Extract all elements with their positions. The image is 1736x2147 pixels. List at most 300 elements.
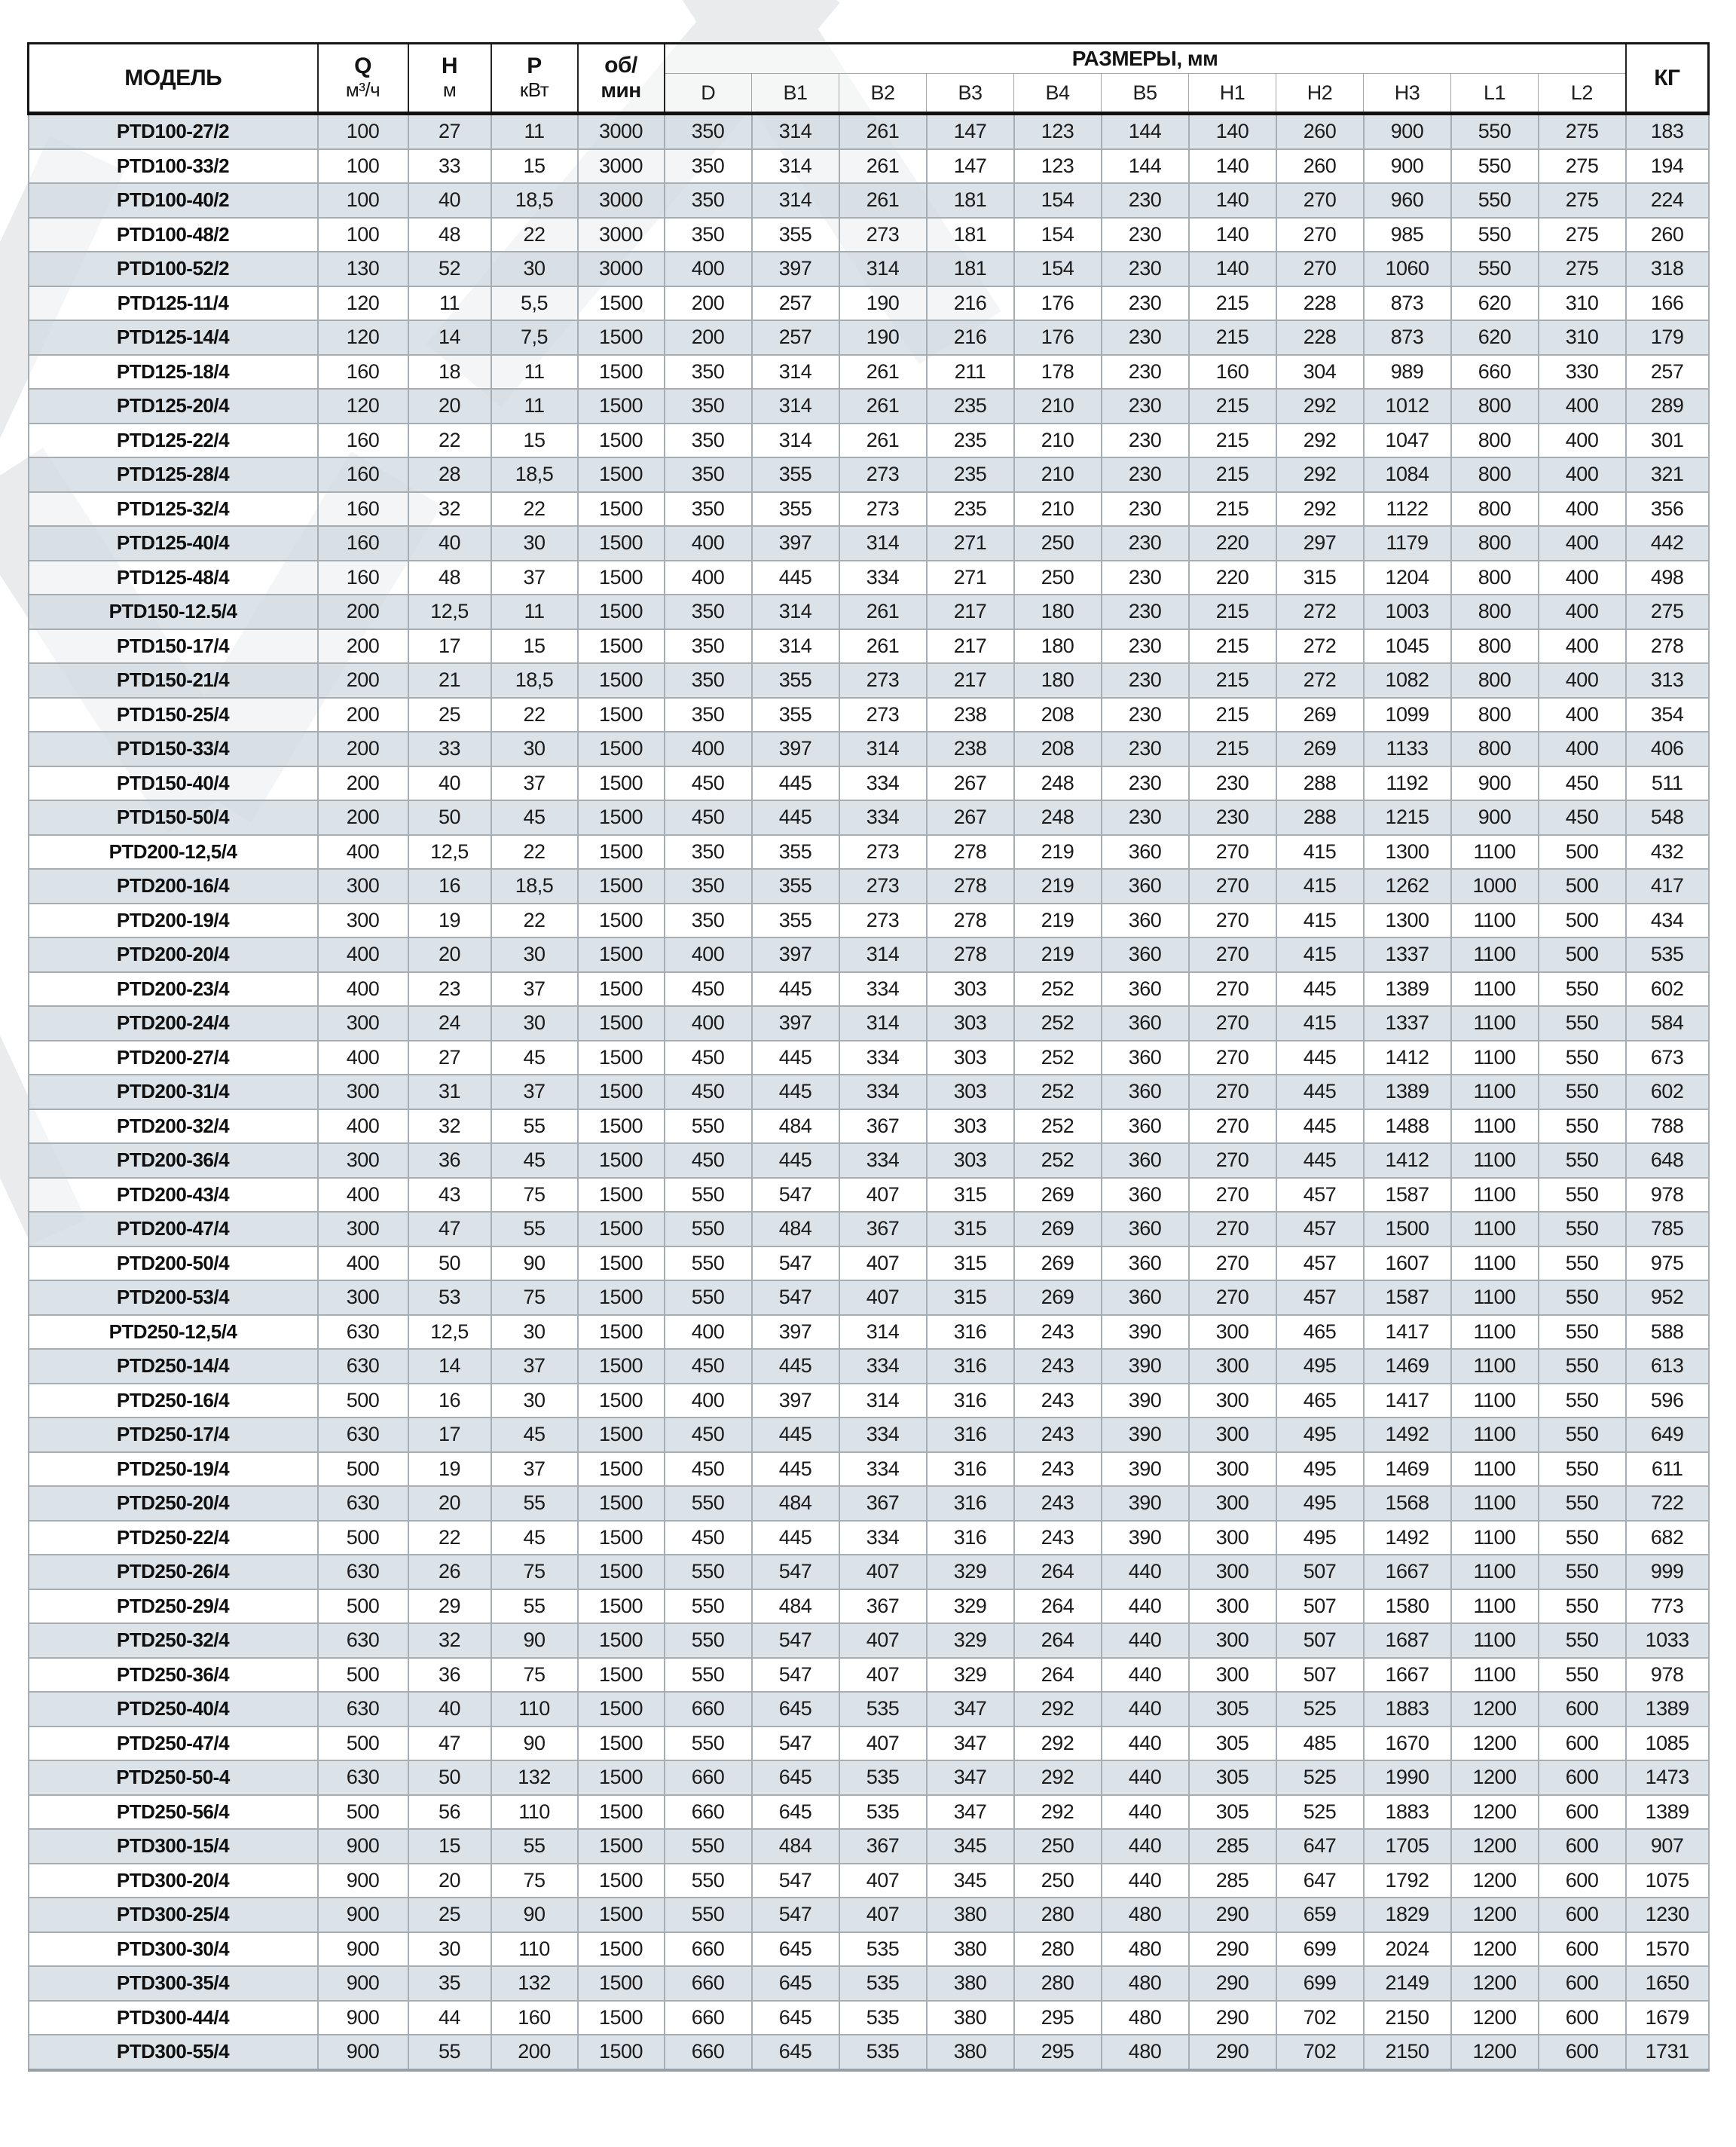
table-row	[29, 1795, 1709, 1830]
value-cell: 355	[752, 457, 839, 492]
value-cell: 273	[839, 698, 927, 732]
value-cell: 445	[752, 1418, 839, 1452]
value-cell: 160	[318, 424, 408, 458]
value-cell: 147	[927, 114, 1014, 149]
value-cell: 216	[927, 320, 1014, 355]
value-cell: 275	[1539, 114, 1626, 149]
value-cell: 47	[408, 1212, 491, 1246]
value-cell: 120	[318, 389, 408, 424]
value-cell: 1000	[1451, 869, 1539, 904]
value-cell: 1670	[1364, 1726, 1451, 1761]
col-header-rpm	[578, 44, 665, 114]
model-cell: PTD300-20/4	[29, 1864, 318, 1898]
value-cell: 314	[752, 149, 839, 184]
value-cell: 1100	[1451, 904, 1539, 938]
value-cell: 235	[927, 457, 1014, 492]
value-cell: 550	[665, 1658, 752, 1693]
value-cell: 550	[1539, 1212, 1626, 1246]
value-cell: 21	[408, 663, 491, 698]
value-cell: 602	[1626, 1075, 1709, 1109]
value-cell: 800	[1451, 629, 1539, 664]
value-cell: 1607	[1364, 1246, 1451, 1281]
value-cell: 301	[1626, 424, 1709, 458]
value-cell: 300	[1189, 1349, 1276, 1384]
value-cell: 1075	[1626, 1864, 1709, 1898]
value-cell: 400	[1539, 424, 1626, 458]
value-cell: 1100	[1451, 937, 1539, 972]
value-cell: 500	[318, 1795, 408, 1830]
table-row	[29, 561, 1709, 595]
table-body	[29, 114, 1709, 2070]
value-cell: 647	[1276, 1829, 1364, 1864]
value-cell: 620	[1451, 286, 1539, 321]
value-cell: 267	[927, 800, 1014, 835]
value-cell: 547	[752, 1623, 839, 1658]
value-cell: 800	[1451, 595, 1539, 629]
value-cell: 507	[1276, 1623, 1364, 1658]
value-cell: 90	[491, 1246, 578, 1281]
model-cell: PTD150-50/4	[29, 800, 318, 835]
value-cell: 347	[927, 1692, 1014, 1726]
value-cell: 290	[1189, 2001, 1276, 2035]
table-row	[29, 389, 1709, 424]
value-cell: 1200	[1451, 1864, 1539, 1898]
value-cell: 390	[1102, 1452, 1189, 1487]
value-cell: 360	[1102, 1006, 1189, 1041]
value-cell: 18,5	[491, 869, 578, 904]
value-cell: 355	[752, 904, 839, 938]
value-cell: 314	[839, 252, 927, 286]
value-cell: 465	[1276, 1315, 1364, 1350]
value-cell: 261	[839, 183, 927, 218]
value-cell: 140	[1189, 114, 1276, 149]
value-cell: 550	[1539, 1280, 1626, 1315]
value-cell: 75	[491, 1178, 578, 1213]
table-row	[29, 320, 1709, 355]
value-cell: 457	[1276, 1280, 1364, 1315]
value-cell: 450	[665, 972, 752, 1007]
value-cell: 450	[665, 1418, 752, 1452]
model-cell: PTD100-52/2	[29, 252, 318, 286]
value-cell: 400	[1539, 663, 1626, 698]
model-cell: PTD200-12,5/4	[29, 835, 318, 870]
table-row	[29, 1143, 1709, 1178]
value-cell: 550	[665, 1109, 752, 1144]
value-cell: 200	[318, 663, 408, 698]
value-cell: 224	[1626, 183, 1709, 218]
table-row	[29, 937, 1709, 972]
table-row	[29, 698, 1709, 732]
value-cell: 550	[1539, 1075, 1626, 1109]
table-row	[29, 1075, 1709, 1109]
value-cell: 630	[318, 1349, 408, 1384]
value-cell: 548	[1626, 800, 1709, 835]
value-cell: 120	[318, 286, 408, 321]
value-cell: 300	[1189, 1555, 1276, 1589]
value-cell: 315	[1276, 561, 1364, 595]
value-cell: 1100	[1451, 1658, 1539, 1693]
value-cell: 345	[927, 1829, 1014, 1864]
value-cell: 550	[1451, 183, 1539, 218]
value-cell: 1200	[1451, 1692, 1539, 1726]
value-cell: 350	[665, 904, 752, 938]
value-cell: 1500	[578, 1864, 665, 1898]
value-cell: 215	[1189, 286, 1276, 321]
value-cell: 295	[1014, 2001, 1102, 2035]
value-cell: 132	[491, 1966, 578, 2001]
value-cell: 181	[927, 218, 1014, 252]
value-cell: 525	[1276, 1760, 1364, 1795]
table-row	[29, 2001, 1709, 2035]
value-cell: 1500	[578, 800, 665, 835]
value-cell: 907	[1626, 1829, 1709, 1864]
value-cell: 300	[318, 1212, 408, 1246]
value-cell: 33	[408, 732, 491, 766]
value-cell: 211	[927, 355, 1014, 390]
value-cell: 11	[491, 595, 578, 629]
value-cell: 230	[1102, 389, 1189, 424]
value-cell: 230	[1102, 698, 1189, 732]
value-cell: 243	[1014, 1486, 1102, 1521]
value-cell: 261	[839, 595, 927, 629]
value-cell: 100	[318, 183, 408, 218]
value-cell: 55	[491, 1109, 578, 1144]
value-cell: 400	[1539, 457, 1626, 492]
value-cell: 15	[491, 149, 578, 184]
value-cell: 550	[1539, 1623, 1626, 1658]
model-cell: PTD250-22/4	[29, 1521, 318, 1555]
value-cell: 550	[665, 1486, 752, 1521]
value-cell: 1192	[1364, 766, 1451, 801]
value-cell: 440	[1102, 1795, 1189, 1830]
value-cell: 1215	[1364, 800, 1451, 835]
value-cell: 400	[1539, 629, 1626, 664]
value-cell: 243	[1014, 1452, 1102, 1487]
table-row	[29, 1555, 1709, 1589]
value-cell: 315	[927, 1246, 1014, 1281]
value-cell: 55	[491, 1486, 578, 1521]
value-cell: 269	[1276, 732, 1364, 766]
value-cell: 1100	[1451, 1418, 1539, 1452]
value-cell: 350	[665, 355, 752, 390]
value-cell: 329	[927, 1623, 1014, 1658]
value-cell: 360	[1102, 835, 1189, 870]
p-unit: кВт	[519, 78, 549, 101]
value-cell: 271	[927, 561, 1014, 595]
value-cell: 200	[318, 732, 408, 766]
h-label: Н	[441, 54, 458, 79]
value-cell: 16	[408, 869, 491, 904]
value-cell: 547	[752, 1658, 839, 1693]
model-cell: PTD300-44/4	[29, 2001, 318, 2035]
value-cell: 31	[408, 1075, 491, 1109]
value-cell: 360	[1102, 1178, 1189, 1213]
value-cell: 305	[1189, 1692, 1276, 1726]
value-cell: 673	[1626, 1041, 1709, 1075]
table-row	[29, 595, 1709, 629]
value-cell: 1500	[578, 1795, 665, 1830]
value-cell: 800	[1451, 698, 1539, 732]
value-cell: 270	[1276, 218, 1364, 252]
value-cell: 132	[491, 1760, 578, 1795]
value-cell: 288	[1276, 766, 1364, 801]
value-cell: 457	[1276, 1246, 1364, 1281]
value-cell: 252	[1014, 1109, 1102, 1144]
value-cell: 1500	[578, 1418, 665, 1452]
value-cell: 367	[839, 1589, 927, 1624]
value-cell: 40	[408, 183, 491, 218]
col-header-h	[408, 44, 491, 114]
value-cell: 1500	[578, 1384, 665, 1418]
value-cell: 15	[491, 424, 578, 458]
value-cell: 1204	[1364, 561, 1451, 595]
value-cell: 550	[1539, 1521, 1626, 1555]
col-header-h2: H2	[1276, 74, 1364, 114]
value-cell: 630	[318, 1315, 408, 1350]
value-cell: 350	[665, 663, 752, 698]
value-cell: 140	[1189, 218, 1276, 252]
value-cell: 660	[1451, 355, 1539, 390]
value-cell: 550	[1539, 1315, 1626, 1350]
value-cell: 22	[491, 835, 578, 870]
value-cell: 11	[491, 389, 578, 424]
value-cell: 321	[1626, 457, 1709, 492]
value-cell: 999	[1626, 1555, 1709, 1589]
value-cell: 200	[318, 800, 408, 835]
value-cell: 314	[839, 1006, 927, 1041]
value-cell: 130	[318, 252, 408, 286]
value-cell: 275	[1626, 595, 1709, 629]
value-cell: 550	[665, 1864, 752, 1898]
model-cell: PTD125-11/4	[29, 286, 318, 321]
value-cell: 238	[927, 732, 1014, 766]
value-cell: 292	[1276, 424, 1364, 458]
value-cell: 1500	[578, 1452, 665, 1487]
value-cell: 314	[752, 389, 839, 424]
value-cell: 450	[1539, 766, 1626, 801]
value-cell: 250	[1014, 1864, 1102, 1898]
table-row	[29, 1418, 1709, 1452]
value-cell: 390	[1102, 1486, 1189, 1521]
value-cell: 215	[1189, 732, 1276, 766]
value-cell: 303	[927, 1143, 1014, 1178]
value-cell: 350	[665, 183, 752, 218]
value-cell: 645	[752, 1795, 839, 1830]
value-cell: 1100	[1451, 1246, 1539, 1281]
value-cell: 3000	[578, 149, 665, 184]
value-cell: 315	[927, 1178, 1014, 1213]
value-cell: 457	[1276, 1212, 1364, 1246]
value-cell: 261	[839, 149, 927, 184]
model-cell: PTD150-21/4	[29, 663, 318, 698]
value-cell: 1100	[1451, 1315, 1539, 1350]
table-row	[29, 629, 1709, 664]
value-cell: 1500	[578, 766, 665, 801]
value-cell: 144	[1102, 149, 1189, 184]
value-cell: 252	[1014, 1143, 1102, 1178]
value-cell: 645	[752, 1932, 839, 1967]
value-cell: 230	[1102, 183, 1189, 218]
table-row	[29, 286, 1709, 321]
value-cell: 270	[1189, 869, 1276, 904]
value-cell: 347	[927, 1726, 1014, 1761]
value-cell: 900	[318, 2035, 408, 2070]
value-cell: 350	[665, 457, 752, 492]
table-row	[29, 1658, 1709, 1693]
value-cell: 367	[839, 1109, 927, 1144]
value-cell: 45	[491, 1521, 578, 1555]
value-cell: 450	[665, 1041, 752, 1075]
table-row	[29, 114, 1709, 149]
value-cell: 550	[665, 1178, 752, 1213]
value-cell: 220	[1189, 561, 1276, 595]
table-row	[29, 1006, 1709, 1041]
value-cell: 314	[839, 732, 927, 766]
pump-spec-table	[27, 42, 1710, 2072]
value-cell: 22	[491, 492, 578, 527]
value-cell: 3000	[578, 114, 665, 149]
value-cell: 30	[491, 732, 578, 766]
table-row	[29, 1246, 1709, 1281]
value-cell: 440	[1102, 1589, 1189, 1624]
value-cell: 264	[1014, 1623, 1102, 1658]
value-cell: 300	[318, 1280, 408, 1315]
value-cell: 1587	[1364, 1280, 1451, 1315]
value-cell: 407	[839, 1555, 927, 1589]
value-cell: 238	[927, 698, 1014, 732]
value-cell: 305	[1189, 1726, 1276, 1761]
value-cell: 550	[1539, 1555, 1626, 1589]
value-cell: 252	[1014, 1041, 1102, 1075]
value-cell: 303	[927, 972, 1014, 1007]
value-cell: 230	[1102, 218, 1189, 252]
value-cell: 547	[752, 1280, 839, 1315]
value-cell: 14	[408, 1349, 491, 1384]
value-cell: 900	[318, 1932, 408, 1967]
value-cell: 278	[927, 869, 1014, 904]
value-cell: 37	[491, 1075, 578, 1109]
value-cell: 484	[752, 1212, 839, 1246]
value-cell: 273	[839, 904, 927, 938]
value-cell: 270	[1189, 937, 1276, 972]
value-cell: 800	[1451, 732, 1539, 766]
value-cell: 18,5	[491, 457, 578, 492]
value-cell: 316	[927, 1315, 1014, 1350]
value-cell: 273	[839, 663, 927, 698]
value-cell: 1100	[1451, 1006, 1539, 1041]
model-cell: PTD250-56/4	[29, 1795, 318, 1830]
value-cell: 55	[491, 1212, 578, 1246]
value-cell: 1417	[1364, 1384, 1451, 1418]
value-cell: 550	[1451, 149, 1539, 184]
table-row	[29, 1864, 1709, 1898]
table-row	[29, 252, 1709, 286]
value-cell: 535	[839, 1966, 927, 2001]
value-cell: 314	[839, 937, 927, 972]
value-cell: 1500	[578, 320, 665, 355]
value-cell: 535	[839, 2035, 927, 2070]
value-cell: 30	[491, 1384, 578, 1418]
value-cell: 660	[665, 1760, 752, 1795]
value-cell: 1389	[1626, 1795, 1709, 1830]
value-cell: 235	[927, 492, 1014, 527]
value-cell: 350	[665, 114, 752, 149]
value-cell: 480	[1102, 1966, 1189, 2001]
value-cell: 500	[318, 1726, 408, 1761]
value-cell: 550	[1539, 1178, 1626, 1213]
value-cell: 1099	[1364, 698, 1451, 732]
q-label: Q	[354, 54, 371, 79]
value-cell: 292	[1014, 1692, 1102, 1726]
model-cell: PTD125-22/4	[29, 424, 318, 458]
value-cell: 600	[1539, 1692, 1626, 1726]
value-cell: 269	[1014, 1212, 1102, 1246]
value-cell: 1100	[1451, 1384, 1539, 1418]
value-cell: 3000	[578, 183, 665, 218]
value-cell: 547	[752, 1864, 839, 1898]
value-cell: 264	[1014, 1555, 1102, 1589]
value-cell: 314	[752, 114, 839, 149]
value-cell: 535	[839, 1795, 927, 1830]
table-row	[29, 2035, 1709, 2070]
value-cell: 360	[1102, 904, 1189, 938]
value-cell: 140	[1189, 149, 1276, 184]
value-cell: 300	[1189, 1315, 1276, 1350]
value-cell: 440	[1102, 1829, 1189, 1864]
value-cell: 347	[927, 1760, 1014, 1795]
value-cell: 210	[1014, 457, 1102, 492]
value-cell: 243	[1014, 1521, 1102, 1555]
col-header-q	[318, 44, 408, 114]
value-cell: 1500	[578, 1178, 665, 1213]
value-cell: 550	[1539, 972, 1626, 1007]
value-cell: 300	[1189, 1521, 1276, 1555]
value-cell: 1500	[578, 1109, 665, 1144]
value-cell: 215	[1189, 320, 1276, 355]
value-cell: 270	[1189, 1280, 1276, 1315]
value-cell: 110	[491, 1795, 578, 1830]
value-cell: 288	[1276, 800, 1364, 835]
value-cell: 269	[1014, 1246, 1102, 1281]
table-row	[29, 766, 1709, 801]
value-cell: 1500	[578, 1212, 665, 1246]
value-cell: 272	[1276, 629, 1364, 664]
value-cell: 2024	[1364, 1932, 1451, 1967]
model-cell: PTD200-36/4	[29, 1143, 318, 1178]
value-cell: 1990	[1364, 1760, 1451, 1795]
value-cell: 397	[752, 937, 839, 972]
value-cell: 166	[1626, 286, 1709, 321]
value-cell: 334	[839, 1452, 927, 1487]
value-cell: 300	[1189, 1658, 1276, 1693]
value-cell: 1469	[1364, 1452, 1451, 1487]
value-cell: 1100	[1451, 1212, 1539, 1246]
value-cell: 1500	[578, 1760, 665, 1795]
value-cell: 415	[1276, 835, 1364, 870]
value-cell: 1085	[1626, 1726, 1709, 1761]
value-cell: 345	[927, 1864, 1014, 1898]
q-unit: м³/ч	[345, 78, 381, 101]
value-cell: 417	[1626, 869, 1709, 904]
value-cell: 270	[1189, 972, 1276, 1007]
value-cell: 415	[1276, 1006, 1364, 1041]
value-cell: 37	[491, 972, 578, 1007]
value-cell: 1500	[578, 1589, 665, 1624]
value-cell: 400	[318, 1109, 408, 1144]
value-cell: 400	[665, 732, 752, 766]
value-cell: 484	[752, 1829, 839, 1864]
value-cell: 400	[1539, 561, 1626, 595]
